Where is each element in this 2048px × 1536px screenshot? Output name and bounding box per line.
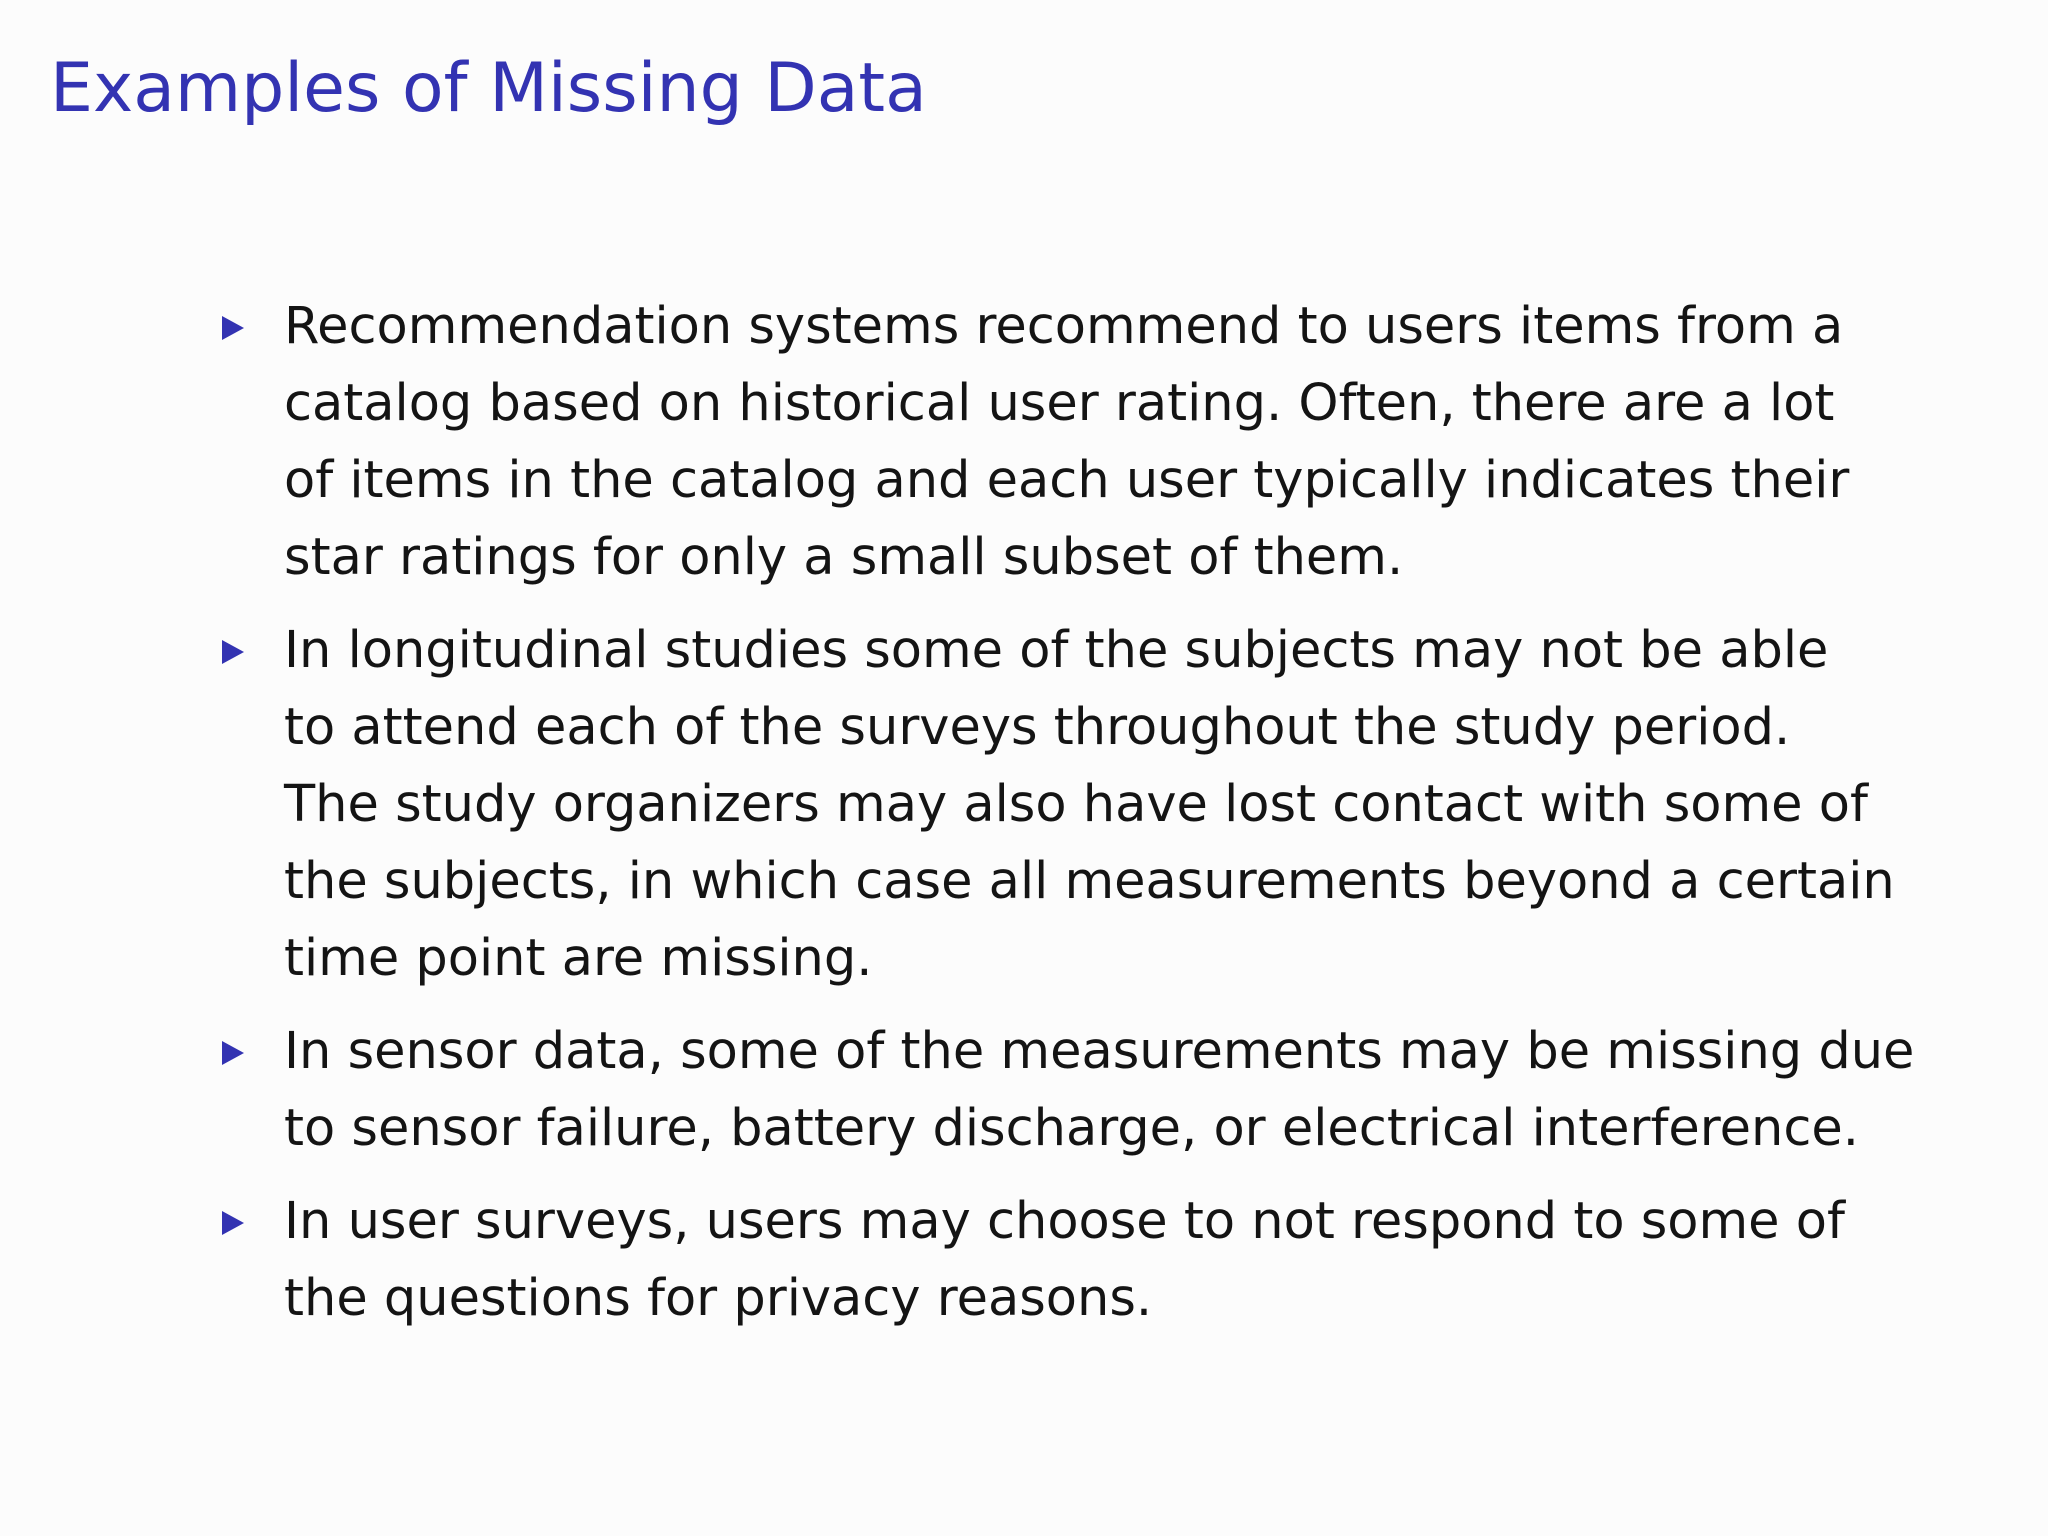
bullet-list: [220, 288, 1920, 1353]
bullet-item-sensor-data: [220, 1013, 1920, 1167]
triangle-right-icon: [222, 316, 244, 340]
bullet-text: Recommendation systems recommend to users items from a catalog based on historical user rating. Often, there are a lot of items in the catalog and each user typically indicates their star ratings for only a small subset of them.: [284, 297, 1850, 587]
bullet-item-recommendation-systems: [220, 288, 1920, 596]
bullet-item-user-surveys: [220, 1183, 1920, 1337]
bullet-text: In sensor data, some of the measurements may be missing due to sensor failure, battery discharge, or electrical interference.: [284, 1022, 1915, 1158]
triangle-right-icon: [222, 1211, 244, 1235]
slide-title: Examples of Missing Data: [50, 49, 927, 128]
bullet-text: In longitudinal studies some of the subjects may not be able to attend each of the surveys throughout the study period. The study organizers may also have lost contact with some of the subjects, in which case all measurements beyond a certain time point are missing.: [284, 621, 1895, 988]
triangle-right-icon: [222, 640, 244, 664]
bullet-item-longitudinal-studies: [220, 612, 1920, 997]
triangle-right-icon: [222, 1041, 244, 1065]
bullet-text: In user surveys, users may choose to not respond to some of the questions for privacy reasons.: [284, 1192, 1845, 1328]
